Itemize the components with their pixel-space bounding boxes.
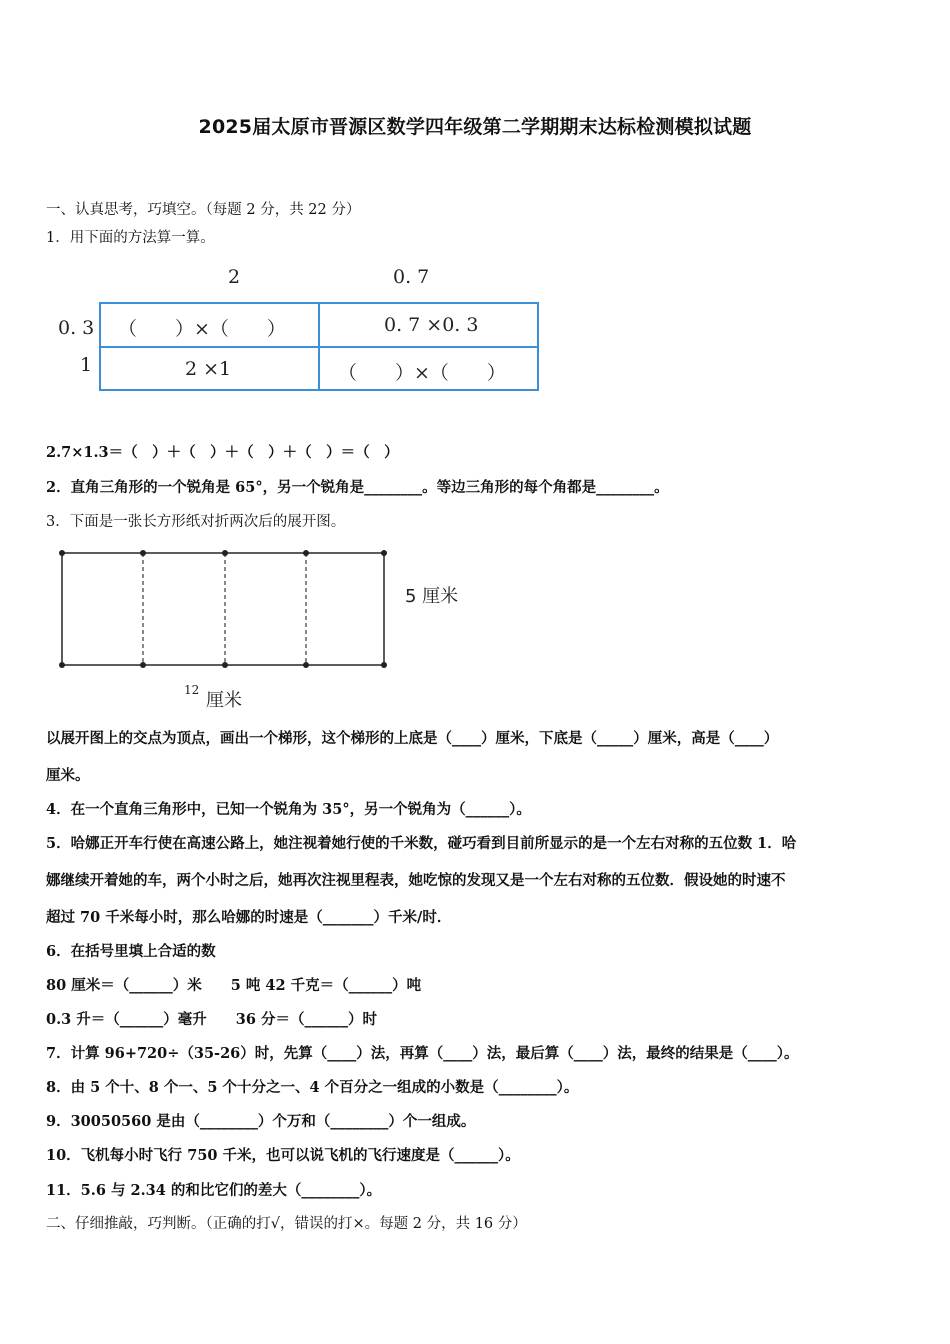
section1-heading: 一、认真思考，巧填空。（每题 2 分，共 22 分） (46, 202, 361, 218)
col-header-1: 2 (228, 266, 241, 288)
q10: 10．飞机每小时飞行 750 千米，也可以说飞机的飞行速度是（______）。 (46, 1147, 520, 1164)
page-title: 2025届太原市晋源区数学四年级第二学期期末达标检测模拟试题 (198, 116, 752, 138)
height-label: 5 厘米 (405, 586, 459, 607)
multiplication-table-figure (48, 262, 548, 402)
q6-text: 6．在括号里填上合适的数 (46, 943, 216, 960)
q4: 4．在一个直角三角形中，已知一个锐角为 35°，另一个锐角为（______）。 (46, 801, 531, 818)
q3-question-line2: 厘米。 (46, 767, 90, 784)
q5-line2: 娜继续开着她的车，两个小时之后，她再次注视里程表，她吃惊的发现又是一个左右对称的五位数．假设她的时速不 (46, 872, 786, 889)
table-cell-r1c1: （ ）×（ ） (118, 318, 286, 340)
q3-question-line1: 以展开图上的交点为顶点，画出一个梯形，这个梯形的上底是（____）厘米，下底是（_____）厘米，高是（____） (46, 730, 779, 747)
row-header-1: 0. 3 (58, 317, 95, 339)
q5-line3: 超过 70 千米每小时，那么哈娜的时速是（_______）千米/时． (46, 909, 452, 926)
q9: 9．30050560 是由（________）个万和（________）个一组成。 (46, 1113, 476, 1130)
q11: 11．5.6 与 2.34 的和比它们的差大（________）。 (46, 1182, 382, 1199)
q6-row1: 80 厘米＝（______）米 5 吨 42 千克＝（______）吨 (46, 977, 422, 994)
q1-text: 1．用下面的方法算一算。 (46, 230, 215, 246)
q3-text: 3．下面是一张长方形纸对折两次后的展开图。 (46, 514, 346, 530)
q1-equation: 2.7×1.3＝（ ）＋（ ）＋（ ）＋（ ）＝（ ） (46, 444, 399, 461)
q7: 7．计算 96+720÷（35-26）时，先算（____）法，再算（____）法，最后算（____）法，最终的结果是（____）。 (46, 1045, 799, 1062)
section2-heading: 二、仔细推敲，巧判断。（正确的打√，错误的打×。每题 2 分，共 16 分） (46, 1216, 527, 1232)
width-label-number: 12 (184, 683, 200, 697)
row-header-2: 1 (80, 354, 93, 376)
unfolded-paper-figure (50, 540, 480, 715)
q8: 8．由 5 个十、8 个一、5 个十分之一、4 个百分之一组成的小数是（________）。 (46, 1079, 579, 1096)
q5-line1: 5．哈娜正开车行使在高速公路上，她注视着她行使的千米数，碰巧看到目前所显示的是一个左右对称的五位数 1．哈 (46, 835, 797, 852)
table-cell-r2c1: 2 ×1 (185, 358, 232, 380)
q2: 2．直角三角形的一个锐角是 65°，另一个锐角是________。等边三角形的每个角都是________。 (46, 479, 669, 496)
table-cell-r2c2: （ ）×（ ） (338, 362, 506, 384)
width-label-unit: 厘米 (206, 690, 242, 711)
table-cell-r1c2: 0. 7 ×0. 3 (384, 314, 479, 336)
col-header-2: 0. 7 (393, 266, 430, 288)
rectangle-diagram (50, 540, 480, 715)
q6-row2: 0.3 升＝（______）毫升 36 分＝（______）时 (46, 1011, 377, 1028)
